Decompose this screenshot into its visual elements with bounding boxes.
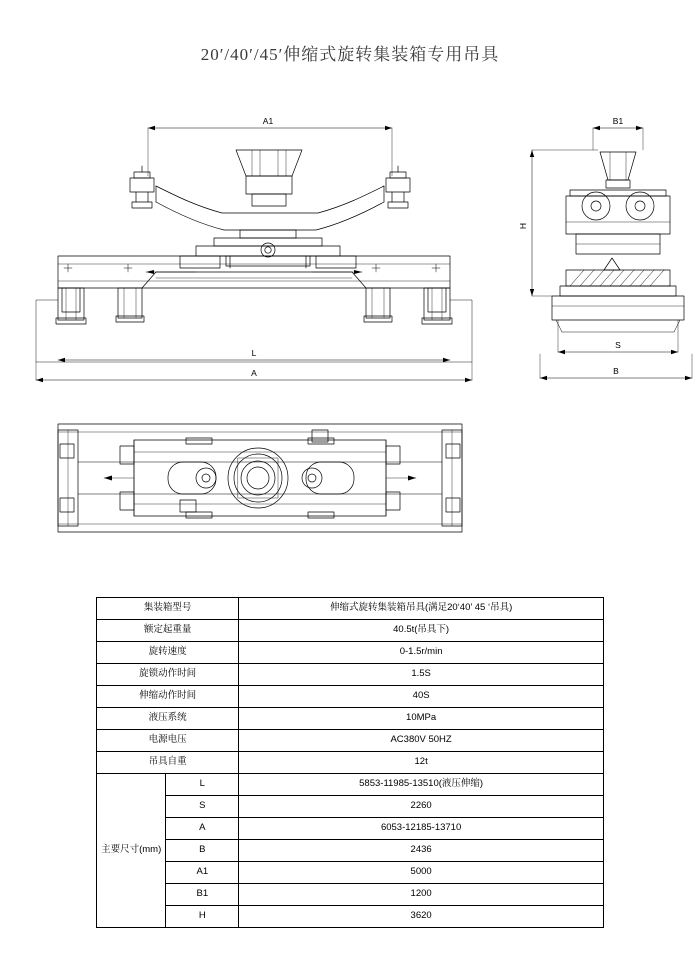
- table-row-dimension: [97, 796, 604, 818]
- dimension-name: A: [166, 818, 239, 840]
- dimension-name: A1: [166, 862, 239, 884]
- table-row: [97, 642, 604, 664]
- page-title: 20′/40′/45′伸缩式旋转集装箱专用吊具: [200, 45, 500, 64]
- dimension-name: B: [166, 840, 239, 862]
- spec-value: 12t: [239, 752, 604, 774]
- dimension-value: 1200: [239, 884, 604, 906]
- table-row: [97, 730, 604, 752]
- dimensions-group-label: 主要尺寸(mm): [97, 774, 166, 928]
- spec-label: 旋转速度: [97, 642, 239, 664]
- spec-value: 10MPa: [239, 708, 604, 730]
- spec-value: 1.5S: [239, 664, 604, 686]
- table-row-dimension: [97, 884, 604, 906]
- spec-label: 旋锁动作时间: [97, 664, 239, 686]
- table-row-dimension: [97, 818, 604, 840]
- view-front-spreader: [36, 256, 472, 382]
- table-row: [97, 620, 604, 642]
- spec-value: AC380V 50HZ: [239, 730, 604, 752]
- spec-label: 额定起重量: [97, 620, 239, 642]
- spec-label: 液压系统: [97, 708, 239, 730]
- dim-B1-label: B1: [612, 116, 624, 126]
- spec-label: 吊具自重: [97, 752, 239, 774]
- dim-A-label: A: [251, 368, 257, 378]
- view-plan: [58, 424, 462, 532]
- dimension-value: 3620: [239, 906, 604, 928]
- table-row-dimension: [97, 840, 604, 862]
- dimension-name: S: [166, 796, 239, 818]
- spec-value: 0-1.5r/min: [239, 642, 604, 664]
- dim-S-label: S: [615, 340, 621, 350]
- table-row: [97, 752, 604, 774]
- spec-table: [96, 597, 604, 928]
- dimension-value: 2260: [239, 796, 604, 818]
- table-row: [97, 686, 604, 708]
- dimension-value: 6053-12185-13710: [239, 818, 604, 840]
- view-front-upper: [130, 126, 410, 268]
- dim-B-label: B: [613, 366, 619, 376]
- spec-label: 集装箱型号: [97, 598, 239, 620]
- dimension-name: H: [166, 906, 239, 928]
- dimension-value: 5853-11985-13510(液压伸缩): [239, 774, 604, 796]
- dimension-value: 5000: [239, 862, 604, 884]
- dim-A1-label: A1: [262, 116, 274, 126]
- table-row-dimension: [97, 862, 604, 884]
- table-row: [97, 598, 604, 620]
- dimension-name: L: [166, 774, 239, 796]
- spec-value: 40.5t(吊具下): [239, 620, 604, 642]
- dimension-name: B1: [166, 884, 239, 906]
- spec-value: 40S: [239, 686, 604, 708]
- spec-label: 电源电压: [97, 730, 239, 752]
- dim-L-label: L: [251, 348, 257, 358]
- view-side: [530, 126, 692, 380]
- table-row: [97, 664, 604, 686]
- table-row-dimension: [97, 906, 604, 928]
- spec-value: 伸缩式旋转集装箱吊具(满足20‘40’ 45 ‘吊具): [239, 598, 604, 620]
- dimension-texts: [251, 116, 623, 378]
- dim-H-label: H: [518, 222, 528, 230]
- spec-label: 伸缩动作时间: [97, 686, 239, 708]
- table-row-dimension: [97, 774, 604, 796]
- dimension-value: 2436: [239, 840, 604, 862]
- table-row: [97, 708, 604, 730]
